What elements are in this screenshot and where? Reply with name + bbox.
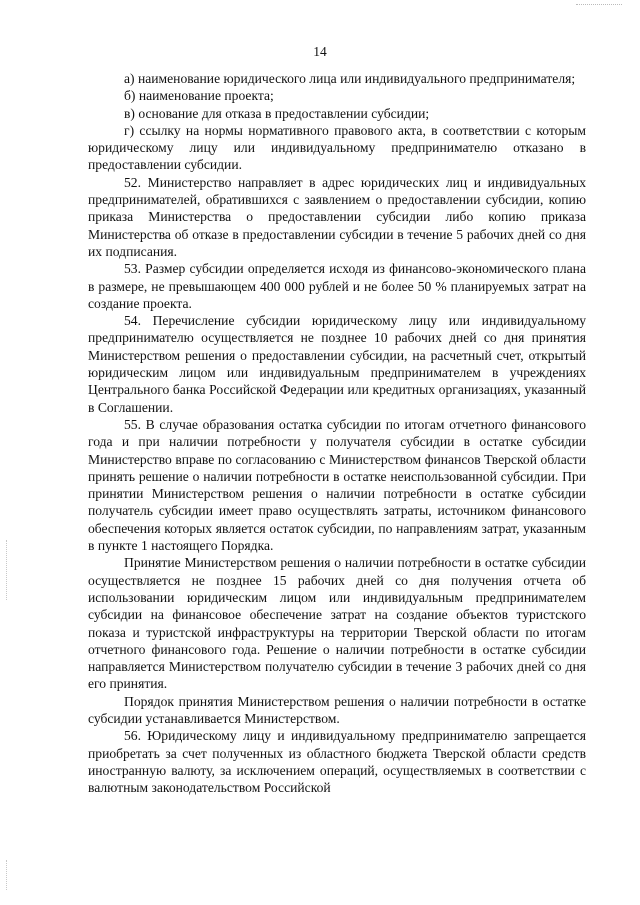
list-item-b: б) наименование проекта;	[124, 88, 274, 104]
page-number: 14	[313, 44, 327, 59]
paragraph-56: 56. Юридическому лицу и индивидуальному предпринимателю запрещается приобретать за счет полученных из областного бюджета Тверской области средств иностранную валюту, за исключением операций, осуществляемых в соответствии с валютным законодательством Российской	[88, 728, 586, 796]
list-item-d: г) ссылку на нормы нормативного правового акта, в соответствии с которым юридическому лицу или индивидуальному предпринимателю отказано в предоставлении субсидии.	[88, 122, 586, 173]
paragraph-54: 54. Перечисление субсидии юридическому лицу или индивидуальному предпринимателю осуществляется не позднее 10 рабочих дней со дня принятия Министерством решения о предоставлении субсидии, на расчетный счет, открытый юридическим лицом или индивидуальным предпринимателем в учреждениях Центрального банка Российской Федерации или кредитных организациях, указанный в Соглашении.	[88, 313, 586, 415]
document-body	[88, 70, 586, 796]
list-item-c: в) основание для отказа в предоставлении субсидии;	[124, 105, 430, 121]
paragraph-55-procedure: Порядок принятия Министерством решения о наличии потребности в остатке субсидии устанавливается Министерством.	[88, 693, 586, 726]
scan-edge-artifact	[6, 860, 8, 890]
paragraph-52: 52. Министерство направляет в адрес юридических лиц и индивидуальных предпринимателей, обратившихся с заявлением о предоставлении субсидии, копию приказа Министерства о предоставлении субсидии либо копию приказа Министерства об отказе в предоставлении субсидии в течение 5 рабочих дней со дня их подписания.	[88, 174, 586, 259]
paragraph-55: 55. В случае образования остатка субсидии по итогам отчетного финансового года и при наличии потребности у получателя субсидии в остатке субсидии Министерство вправе по согласованию с Министерством финансов Тверской области принять решение о наличии потребности в остатке неиспользованной субсидии. При принятии Министерством решения о наличии потребности в остатке субсидии получатель субсидии имеет право осуществлять затраты, источником финансового обеспечения которых является остаток субсидии, по направлениям затрат, указанным в пункте 1 настоящего Порядка.	[88, 416, 586, 554]
scan-corner-mark	[576, 4, 622, 7]
list-item-a: а) наименование юридического лица или индивидуального предпринимателя;	[124, 71, 576, 86]
paragraph-53: 53. Размер субсидии определяется исходя из финансово-экономического плана в размере, не превышающем 400 000 рублей и не более 50 % планируемых затрат на создание проекта.	[88, 261, 586, 311]
scan-edge-artifact	[6, 540, 8, 600]
paragraph-55-decision: Принятие Министерством решения о наличии потребности в остатке субсидии осуществляется не позднее 15 рабочих дней со дня получения отчета об использовании юридическим лицом или индивидуальным предпринимателем субсидии на финансовое обеспечение затрат на создание объектов туристского показа и туристской инфраструктуры на территории Тверской области по итогам отчетного финансового года. Решение о наличии потребности в остатке субсидии направляется Министерством получателю субсидии в течение 3 рабочих дней со дня его принятия.	[88, 555, 586, 692]
